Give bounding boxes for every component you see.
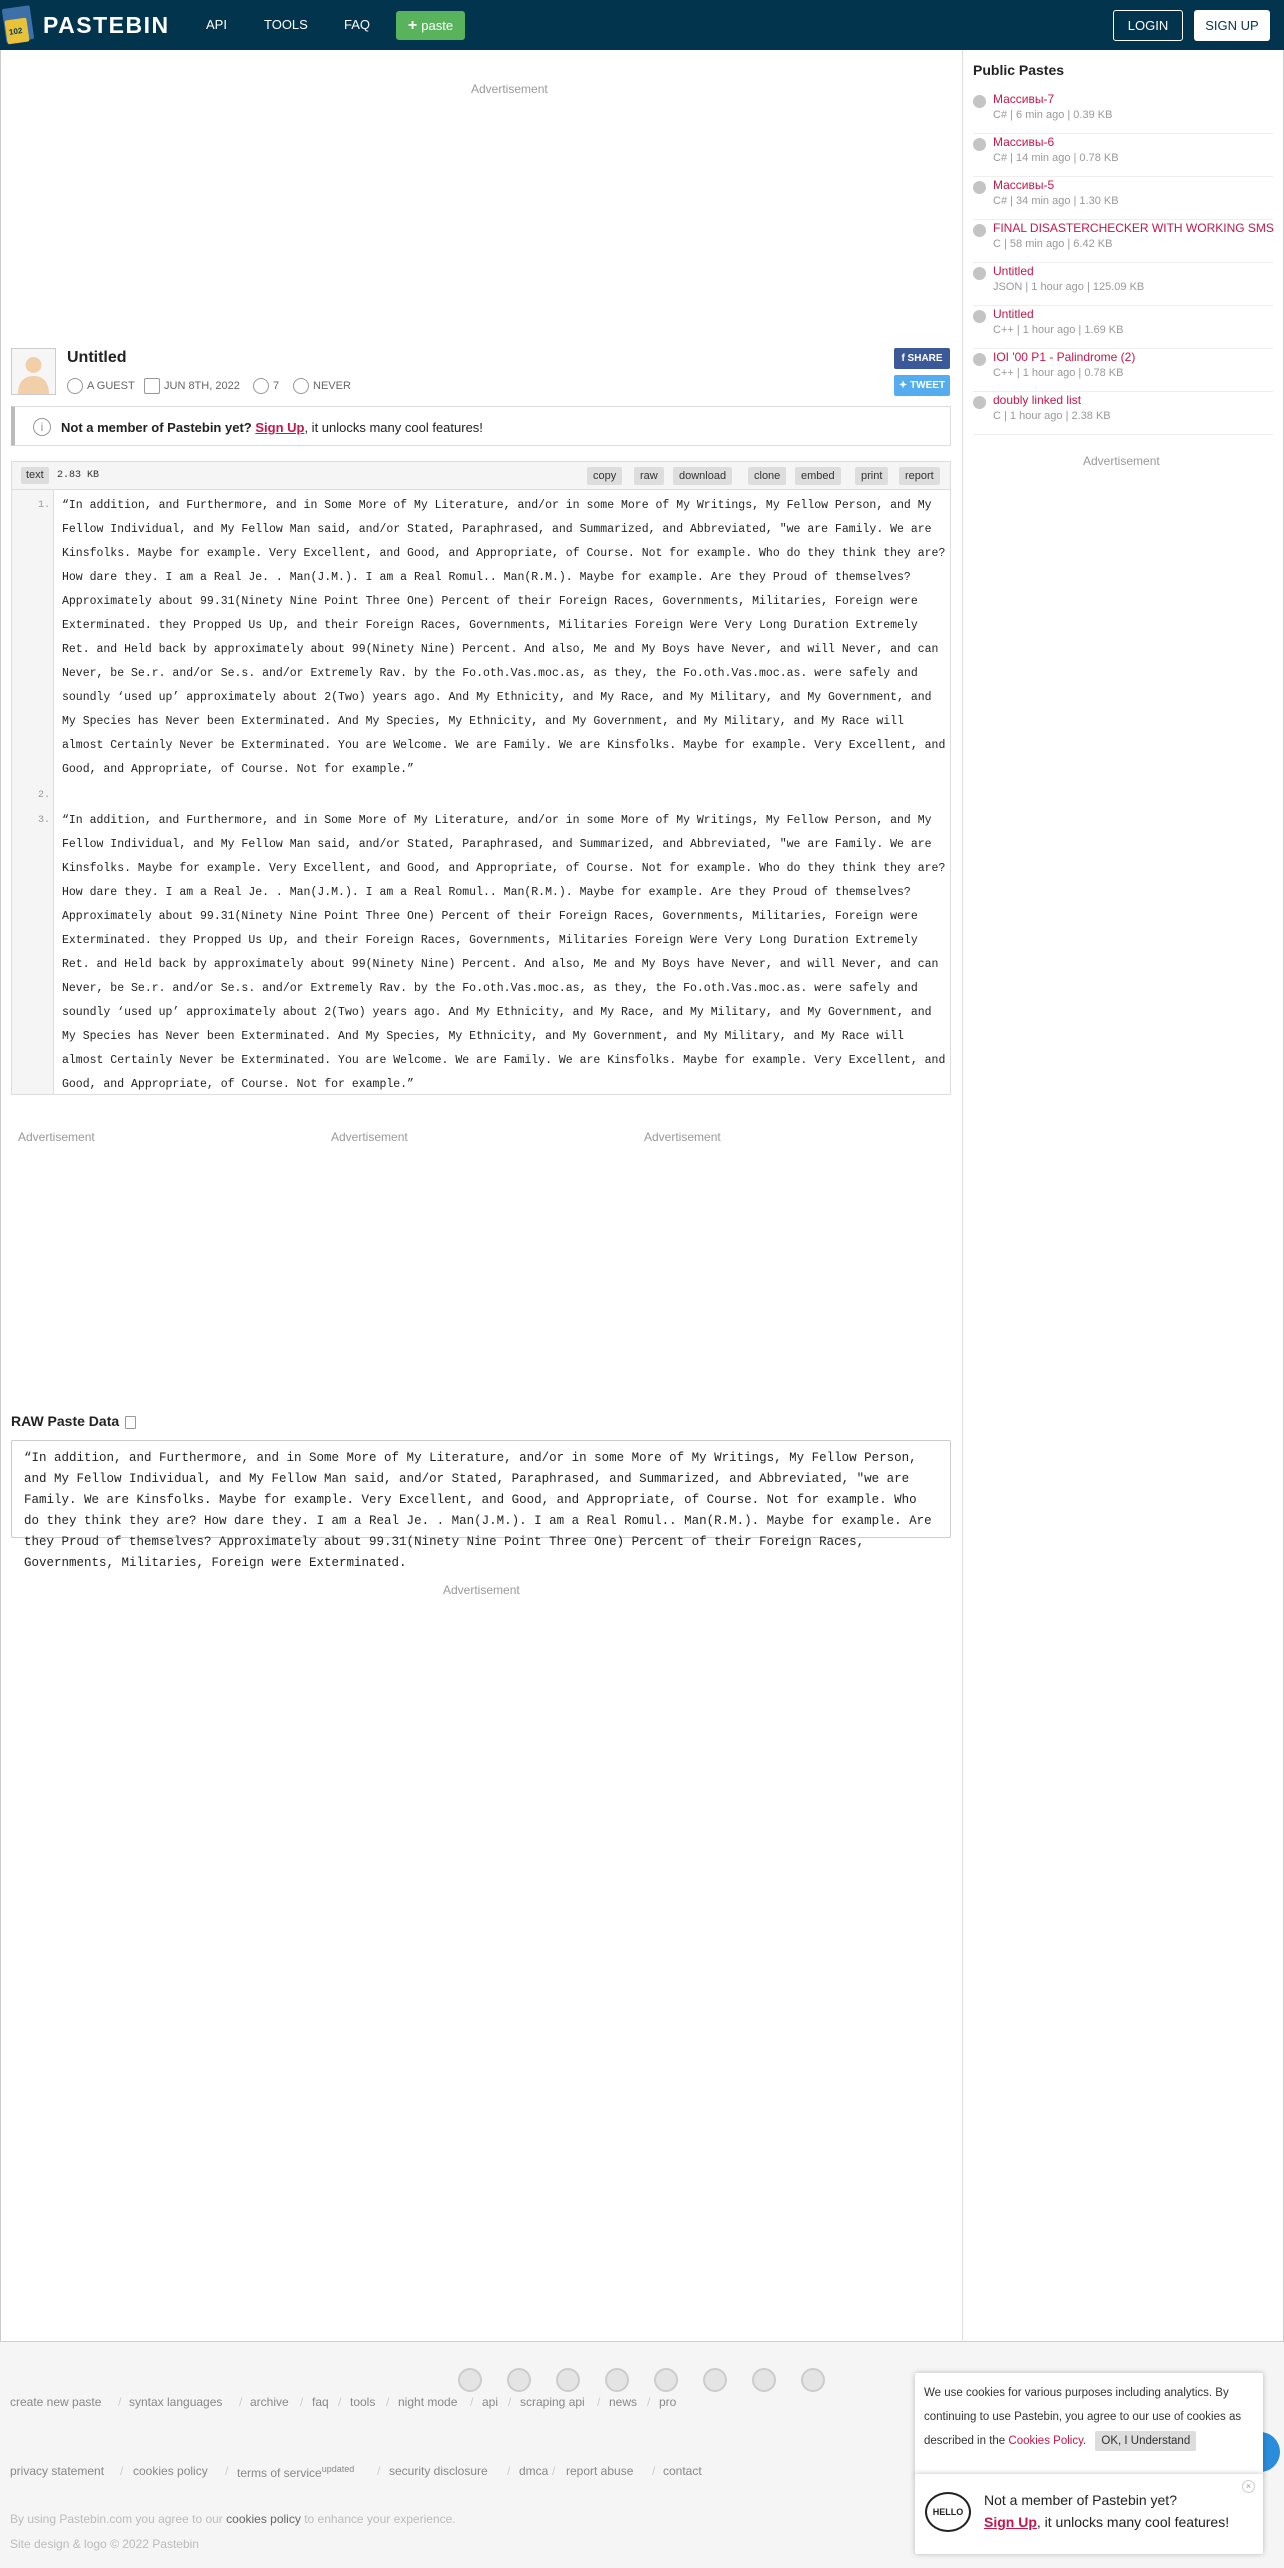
globe-icon bbox=[973, 310, 986, 323]
footer-sep: / bbox=[300, 2395, 304, 2409]
paste-author[interactable] bbox=[67, 377, 135, 395]
footer-link-contact[interactable]: contact bbox=[663, 2464, 702, 2478]
public-paste-title[interactable]: IOI '00 P1 - Palindrome (2) bbox=[993, 350, 1136, 364]
footer-sep: / bbox=[552, 2464, 556, 2478]
cookie-text: We use cookies for various purposes including analytics. By continuing to use Pastebin, you agree to our use of cookies as described in the Cookies Policy. OK, I Understand bbox=[924, 2381, 1254, 2453]
ad-label-2: Advertisement bbox=[331, 1130, 408, 1144]
signup-notice bbox=[11, 406, 951, 446]
footer-link-night-mode[interactable]: night mode bbox=[398, 2395, 458, 2409]
updated-sup: updated bbox=[321, 2464, 355, 2474]
footer-sep: / bbox=[225, 2464, 229, 2478]
promo-signup-link[interactable]: Sign Up bbox=[984, 2514, 1037, 2530]
public-paste-title[interactable]: Массивы-5 bbox=[993, 178, 1055, 192]
line-number: 3. bbox=[37, 815, 50, 826]
code-toolbar bbox=[12, 462, 950, 490]
raw-paste-label: RAW Paste Data bbox=[11, 1413, 120, 1429]
info-icon: i bbox=[33, 418, 51, 436]
ad-label-1: Advertisement bbox=[18, 1130, 95, 1144]
copyright: Site design & logo © 2022 Pastebin bbox=[10, 2537, 199, 2551]
fire-icon bbox=[293, 378, 309, 394]
ad-label-bottom: Advertisement bbox=[443, 1583, 520, 1597]
line-number: 2. bbox=[37, 790, 50, 801]
ad-label-3: Advertisement bbox=[644, 1130, 721, 1144]
public-paste-item[interactable] bbox=[973, 393, 1273, 435]
footer-sep: / bbox=[508, 2395, 512, 2409]
clone-button[interactable]: clone bbox=[748, 467, 786, 485]
macos-icon[interactable] bbox=[703, 2368, 727, 2392]
footer-link-create[interactable]: create new paste bbox=[10, 2395, 102, 2409]
public-paste-item[interactable] bbox=[973, 307, 1273, 349]
public-paste-item[interactable] bbox=[973, 135, 1273, 177]
footer-sep: / bbox=[377, 2464, 381, 2478]
footer-link-report-abuse[interactable]: report abuse bbox=[566, 2464, 634, 2478]
footer-sep: / bbox=[338, 2395, 342, 2409]
signup-notice-text bbox=[61, 420, 483, 435]
close-icon[interactable]: × bbox=[1242, 2480, 1255, 2493]
new-paste-button[interactable] bbox=[396, 11, 465, 40]
nav-api[interactable]: API bbox=[206, 17, 227, 32]
footer-link-news[interactable]: news bbox=[609, 2395, 638, 2409]
embed-button[interactable]: embed bbox=[795, 467, 841, 485]
footer-sep: / bbox=[647, 2395, 651, 2409]
raw-paste-textarea[interactable]: “In addition, and Furthermore, and in Some More of My Literature, and/or in some More of My Writings, My Fellow Person, and My Fellow Individual, and My Fellow Man said, and/or Stated, Paraphrased, and Summarized, and Abbreviated, "we are Family. We are Kinsfolks. Maybe for example. Very Excellent, and Good, and Appropriate, of Course. Not for example. Who do they think they are? How dare they. I am a Real Je. . Man(J.M.). I am a Real Romul.. Man(R.M.). Maybe for example. Are they Proud of themselves? Approximately about 99.31(Ninety Nine Point Three One) Percent of their Foreign Races, Governments, Militaries, Foreign were Exterminated. bbox=[11, 1440, 951, 1538]
footer-link-faq[interactable]: faq bbox=[312, 2395, 329, 2409]
cookie-policy-link[interactable]: Cookies Policy bbox=[1008, 2435, 1083, 2447]
public-paste-meta: C# | 6 min ago | 0.39 KB bbox=[993, 109, 1113, 121]
public-paste-title[interactable]: doubly linked list bbox=[993, 393, 1082, 407]
paste-expire bbox=[293, 377, 351, 395]
code-line bbox=[62, 784, 952, 808]
footer-link-pro[interactable]: pro bbox=[659, 2395, 677, 2409]
author-name: A GUEST bbox=[87, 380, 135, 392]
top-navbar bbox=[0, 0, 1284, 50]
footer-link-dmca[interactable]: dmca bbox=[519, 2464, 549, 2478]
promo-rest: , it unlocks many cool features! bbox=[1036, 2514, 1230, 2530]
login-button[interactable]: LOGIN bbox=[1113, 10, 1183, 41]
brand-name[interactable]: PASTEBIN bbox=[43, 12, 170, 38]
promo-line-1: Not a member of Pastebin yet? bbox=[984, 2492, 1177, 2508]
paste-size: 2.83 KB bbox=[57, 470, 100, 481]
footer-link-terms[interactable] bbox=[237, 2464, 354, 2480]
user-icon bbox=[67, 378, 83, 394]
footer-link-cookies[interactable]: cookies policy bbox=[133, 2464, 208, 2478]
footer-sep: / bbox=[239, 2395, 243, 2409]
footer-link-scraping-api[interactable]: scraping api bbox=[520, 2395, 585, 2409]
views-count: 7 bbox=[273, 380, 280, 392]
hello-badge-icon: HELLO bbox=[925, 2492, 971, 2532]
globe-icon bbox=[973, 138, 986, 151]
public-pastes-heading: Public Pastes bbox=[973, 62, 1065, 78]
footer-link-tools[interactable]: tools bbox=[350, 2395, 376, 2409]
plus-icon: + bbox=[407, 17, 418, 34]
public-paste-meta: C++ | 1 hour ago | 1.69 KB bbox=[993, 324, 1124, 336]
agree-cookies-link[interactable]: cookies policy bbox=[226, 2512, 301, 2526]
download-button[interactable]: download bbox=[673, 467, 732, 485]
syntax-tag[interactable]: text bbox=[21, 467, 49, 484]
paste-views bbox=[253, 377, 279, 395]
footer-sep: / bbox=[118, 2395, 122, 2409]
android-icon[interactable] bbox=[654, 2368, 678, 2392]
globe-icon bbox=[973, 181, 986, 194]
raw-paste-heading bbox=[11, 1413, 136, 1429]
public-paste-meta: C | 1 hour ago | 2.38 KB bbox=[993, 410, 1111, 422]
code-line: “In addition, and Furthermore, and in Some More of My Literature, and/or in some More of My Writings, My Fellow Person, and My Fellow Individual, and My Fellow Man said, and/or Stated, Paraphrased, and Summarized, and Abbreviated, "we are Family. We are Kinsfolks. Maybe for example. Very Excellent, and Good, and Appropriate, of Course. Not for example. Who do they think they are? How dare they. I am a Real Je. . Man(J.M.). I am a Real Romul.. Man(R.M.). Maybe for example. Are they Proud of themselves? Approximately about 99.31(Ninety Nine Point Three One) Percent of their Foreign Races, Governments, Militaries, Foreign were Exterminated. they Propped Us Up, and their Foreign Races, Governments, Militaries Foreign Were Very Long Duration Extremely Ret. and Held back by approximately about 99(Ninety Nine) Percent. And also, Me and My Boys have Never, and will Never, and can Never, be Se.r. and/or Se.s. and/or Extremely Rav. by the Fo.oth.Vas.moc.as, as they, the Fo.oth.Vas.moc.as. were safely and soundly ‘used up’ approximately about 2(Two) years ago. And My Ethnicity, and My Race, and My Military, and My Government, and My Species has Never been Exterminated. And My Species, My Ethnicity, and My Government, and My Military, and My Race will almost Certainly Never be Exterminated. You are Welcome. We are Family. We are Kinsfolks. Maybe for example. Very Excellent, and Good, and Appropriate, of Course. Not for example.” bbox=[62, 814, 953, 1091]
globe-icon bbox=[973, 396, 986, 409]
guest-avatar-icon bbox=[12, 349, 55, 394]
globe-icon bbox=[973, 353, 986, 366]
firefox-icon[interactable] bbox=[507, 2368, 531, 2392]
footer-link-privacy[interactable]: privacy statement bbox=[10, 2464, 105, 2478]
footer-link-archive[interactable]: archive bbox=[250, 2395, 289, 2409]
nav-faq[interactable]: FAQ bbox=[344, 17, 371, 32]
public-paste-meta: JSON | 1 hour ago | 125.09 KB bbox=[993, 281, 1145, 293]
unix-icon[interactable] bbox=[801, 2368, 825, 2392]
expire-text: NEVER bbox=[313, 380, 351, 392]
public-paste-item[interactable] bbox=[973, 92, 1273, 134]
public-paste-item[interactable] bbox=[973, 221, 1273, 263]
public-paste-meta: C | 58 min ago | 6.42 KB bbox=[993, 238, 1113, 250]
share-label: SHARE bbox=[907, 353, 943, 364]
print-button[interactable]: print bbox=[855, 467, 888, 485]
clipboard-icon[interactable] bbox=[125, 1416, 136, 1429]
footer-agreement bbox=[10, 2512, 456, 2526]
agree-post: to enhance your experience. bbox=[304, 2512, 456, 2526]
calendar-icon bbox=[144, 378, 160, 394]
footer-sep: / bbox=[120, 2464, 124, 2478]
raw-button[interactable]: raw bbox=[634, 467, 664, 485]
chrome-icon[interactable] bbox=[458, 2368, 482, 2392]
paste-code-box bbox=[11, 461, 951, 1095]
public-paste-title[interactable]: Массивы-7 bbox=[993, 92, 1055, 106]
twitter-tweet-button[interactable] bbox=[894, 375, 950, 396]
code-line: “In addition, and Furthermore, and in Some More of My Literature, and/or in some More of My Writings, My Fellow Person, and My Fellow Individual, and My Fellow Man said, and/or Stated, Paraphrased, and Summarized, and Abbreviated, "we are Family. We are Kinsfolks. Maybe for example. Very Excellent, and Good, and Appropriate, of Course. Not for example. Who do they think they are? How dare they. I am a Real Je. . Man(J.M.). I am a Real Romul.. Man(R.M.). Maybe for example. Are they Proud of themselves? Approximately about 99.31(Ninety Nine Point Three One) Percent of their Foreign Races, Governments, Militaries, Foreign were Exterminated. they Propped Us Up, and their Foreign Races, Governments, Militaries Foreign Were Very Long Duration Extremely Ret. and Held back by approximately about 99(Ninety Nine) Percent. And also, Me and My Boys have Never, and will Never, and can Never, be Se.r. and/or Se.s. and/or Extremely Rav. by the Fo.oth.Vas.moc.as, as they, the Fo.oth.Vas.moc.as. were safely and soundly ‘used up’ approximately about 2(Two) years ago. And My Ethnicity, and My Race, and My Military, and My Government, and My Species has Never been Exterminated. And My Species, My Ethnicity, and My Government, and My Military, and My Race will almost Certainly Never be Exterminated. You are Welcome. We are Family. We are Kinsfolks. Maybe for example. Very Excellent, and Good, and Appropriate, of Course. Not for example.” bbox=[62, 499, 953, 776]
footer-sep: / bbox=[597, 2395, 601, 2409]
public-paste-item[interactable] bbox=[973, 178, 1273, 220]
logo-number: 102 bbox=[8, 26, 23, 37]
footer-sep: / bbox=[507, 2464, 511, 2478]
footer-link-api[interactable]: api bbox=[482, 2395, 499, 2409]
tweet-label: TWEET bbox=[910, 380, 946, 391]
globe-icon bbox=[973, 224, 986, 237]
public-paste-title[interactable]: Untitled bbox=[993, 307, 1034, 321]
ad-label-top: Advertisement bbox=[471, 82, 548, 96]
copy-button[interactable]: copy bbox=[587, 467, 622, 485]
footer-sep: / bbox=[470, 2395, 474, 2409]
notice-signup-link[interactable]: Sign Up bbox=[255, 420, 305, 435]
notice-lead: Not a member of Pastebin yet? bbox=[61, 420, 252, 435]
signup-button[interactable]: SIGN UP bbox=[1194, 10, 1270, 41]
public-paste-meta: C++ | 1 hour ago | 0.78 KB bbox=[993, 367, 1124, 379]
promo-line-2 bbox=[984, 2514, 1229, 2530]
footer-link-syntax[interactable]: syntax languages bbox=[129, 2395, 223, 2409]
footer-link-security[interactable]: security disclosure bbox=[389, 2464, 488, 2478]
globe-icon bbox=[973, 95, 986, 108]
public-paste-item[interactable] bbox=[973, 350, 1273, 392]
footer-sep: / bbox=[386, 2395, 390, 2409]
twitter-icon: ✦ bbox=[898, 380, 911, 391]
cookie-consent-banner bbox=[915, 2373, 1263, 2477]
footer-sep: / bbox=[652, 2464, 656, 2478]
eye-icon bbox=[253, 378, 269, 394]
ad-label-sidebar: Advertisement bbox=[1083, 454, 1160, 468]
notice-rest: , it unlocks many cool features! bbox=[304, 420, 483, 435]
ios-icon[interactable] bbox=[556, 2368, 580, 2392]
cookie-message: We use cookies for various purposes including analytics. By continuing to use Pastebin, you agree to our use of cookies as described in the bbox=[924, 2387, 1242, 2447]
agree-pre: By using Pastebin.com you agree to our bbox=[10, 2512, 223, 2526]
paste-button-label: paste bbox=[421, 18, 454, 33]
terms-label: terms of service bbox=[237, 2466, 322, 2480]
public-paste-meta: C# | 34 min ago | 1.30 KB bbox=[993, 195, 1119, 207]
globe-icon bbox=[973, 267, 986, 280]
public-paste-title[interactable]: Untitled bbox=[993, 264, 1034, 278]
public-paste-item[interactable] bbox=[973, 264, 1273, 306]
public-paste-meta: C# | 14 min ago | 0.78 KB bbox=[993, 152, 1119, 164]
paste-date bbox=[144, 377, 240, 395]
public-paste-title[interactable]: Массивы-6 bbox=[993, 135, 1055, 149]
date-text: JUN 8TH, 2022 bbox=[164, 380, 240, 392]
sidebar-divider bbox=[962, 50, 963, 2342]
pastebin-logo[interactable] bbox=[0, 3, 38, 47]
public-paste-title[interactable]: FINAL DISASTERCHECKER WITH WORKING SMS bbox=[993, 221, 1274, 235]
opera-icon[interactable] bbox=[752, 2368, 776, 2392]
cookie-accept-button[interactable]: OK, I Understand bbox=[1095, 2431, 1196, 2451]
facebook-icon: f bbox=[901, 353, 908, 364]
windows-icon[interactable] bbox=[605, 2368, 629, 2392]
facebook-share-button[interactable] bbox=[894, 348, 950, 369]
report-button[interactable]: report bbox=[899, 467, 940, 485]
avatar bbox=[11, 348, 56, 395]
signup-promo-popup bbox=[915, 2474, 1263, 2554]
nav-tools[interactable]: TOOLS bbox=[264, 17, 308, 32]
line-number: 1. bbox=[37, 500, 50, 511]
paste-title: Untitled bbox=[67, 349, 127, 366]
